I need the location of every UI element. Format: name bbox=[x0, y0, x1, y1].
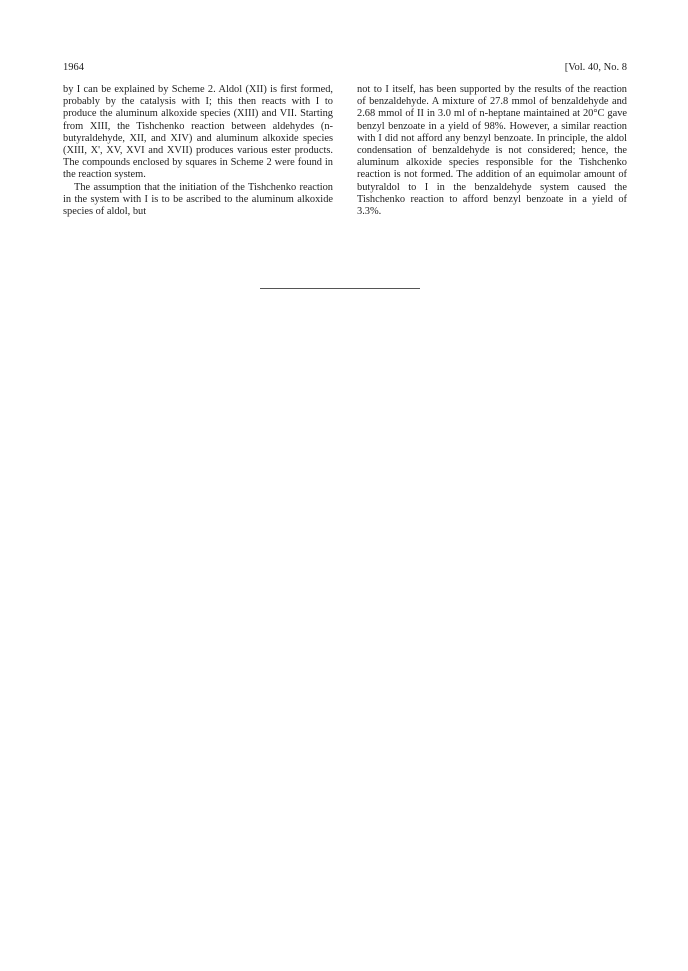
page-number: 1964 bbox=[63, 62, 84, 73]
right-text-column bbox=[357, 84, 627, 218]
left-paragraph-2: The assumption that the initiation of the Tishchenko reaction in the system with I is to be ascribed to the aluminum alkoxide species of aldol, but bbox=[63, 181, 333, 218]
journal-volume-reference: [Vol. 40, No. 8 bbox=[564, 62, 627, 73]
left-paragraph-1: by I can be explained by Scheme 2. Aldol (XII) is first formed, probably by the catalysis with I; this then reacts with I to produce the aluminum alkoxide species (XIII) and VII. Starting from XIII, the Tishchenko reaction between aldehydes (n-butyraldehyde, XII, and XIV) and aluminum alkoxide species (XIII, X', XV, XVI and XVII) produces various ester products. The compounds enclosed by squares in Scheme 2 were found in the reaction system. bbox=[63, 84, 333, 181]
right-paragraph-1: not to I itself, has been supported by the results of the reaction of benzaldehyde. A mixture of 27.8 mmol of benzaldehyde and 2.68 mmol of II in 3.0 ml of n-heptane maintained at 20°C gave benzyl benzoate in a yield of 98%. However, a similar reaction with I did not afford any benzyl benzoate. In principle, the aldol condensation of benzaldehyde is not considered; hence, the aluminum alkoxide species responsible for the Tishchenko reaction is not formed. The addition of an equimolar amount of butyraldol to I in the benzaldehyde system caused the Tishchenko reaction to afford benzyl benzoate in a yield of 3.3%. bbox=[357, 84, 627, 218]
left-text-column bbox=[63, 84, 333, 218]
section-end-rule bbox=[260, 288, 420, 289]
running-header bbox=[63, 62, 627, 78]
